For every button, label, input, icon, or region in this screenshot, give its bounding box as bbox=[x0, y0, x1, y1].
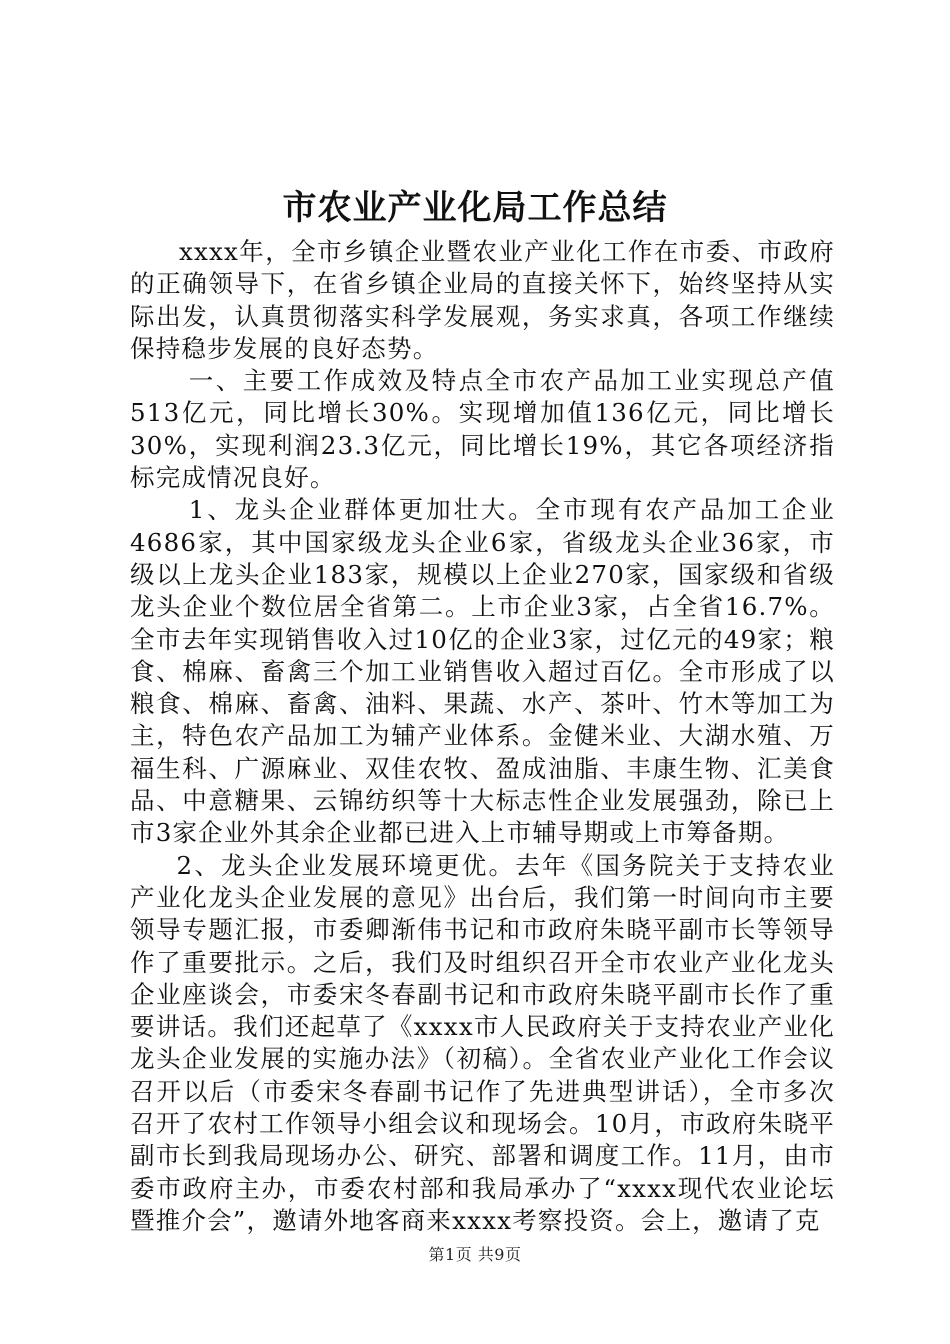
document-body bbox=[130, 236, 835, 1237]
paragraph-main-results: 一、主要工作成效及特点全市农产品加工业实现总产值513亿元，同比增长30%。实现增加值136亿元，同比增长30%，实现利润23.3亿元，同比增长19%，其它各项经济指标完成情况良好。 bbox=[130, 366, 835, 493]
page-number-label: 第1页 共9页 bbox=[428, 1245, 522, 1264]
paragraph-leading-enterprises: 1、龙头企业群体更加壮大。全市现有农产品加工企业4686家，其中国家级龙头企业6家，省级龙头企业36家，市级以上龙头企业183家，规模以上企业270家，国家级和省级龙头企业个数位居全省第二。上市企业3家，占全省16.7%。全市去年实现销售收入过10亿的企业3家，过亿元的49家；粮食、棉麻、畜禽三个加工业销售收入超过百亿。全市形成了以粮食、棉麻、畜禽、油料、果蔬、水产、茶叶、竹木等加工为主，特色农产品加工为辅产业体系。金健米业、大湖水殖、万福生科、广源麻业、双佳农牧、盈成油脂、丰康生物、汇美食品、中意糖果、云锦纺织等十大标志性企业发展强劲，除已上市3家企业外其余企业都已进入上市辅导期或上市筹备期。 bbox=[130, 495, 835, 848]
page-footer bbox=[0, 1242, 950, 1265]
paragraph-intro: xxxx年，全市乡镇企业暨农业产业化工作在市委、市政府的正确领导下，在省乡镇企业局的直接关怀下，始终坚持从实际出发，认真贯彻落实科学发展观，务实求真，各项工作继续保持稳步发展的良好态势。 bbox=[130, 237, 835, 363]
document-title: 市农业产业化局工作总结 bbox=[282, 188, 668, 228]
paragraph-development-environment: 2、龙头企业发展环境更优。去年《国务院关于支持农业产业化龙头企业发展的意见》出台后，我们第一时间向市主要领导专题汇报，市委卿渐伟书记和市政府朱晓平副市长等领导作了重要批示。之后，我们及时组织召开全市农业产业化龙头企业座谈会，市委宋冬春副书记和市政府朱晓平副市长作了重要讲话。我们还起草了《xxxx市人民政府关于支持农业产业化龙头企业发展的实施办法》（初稿）。全省农业产业化工作会议召开以后（市委宋冬春副书记作了先进典型讲话），全市多次召开了农村工作领导小组会议和现场会。10月，市政府朱晓平副市长到我局现场办公、研究、部署和调度工作。11月，由市委市政府主办，市委农村部和我局承办了“xxxx现代农业论坛暨推介会”，邀请外地客商来xxxx考察投资。会上，邀请了克 bbox=[130, 850, 835, 1235]
